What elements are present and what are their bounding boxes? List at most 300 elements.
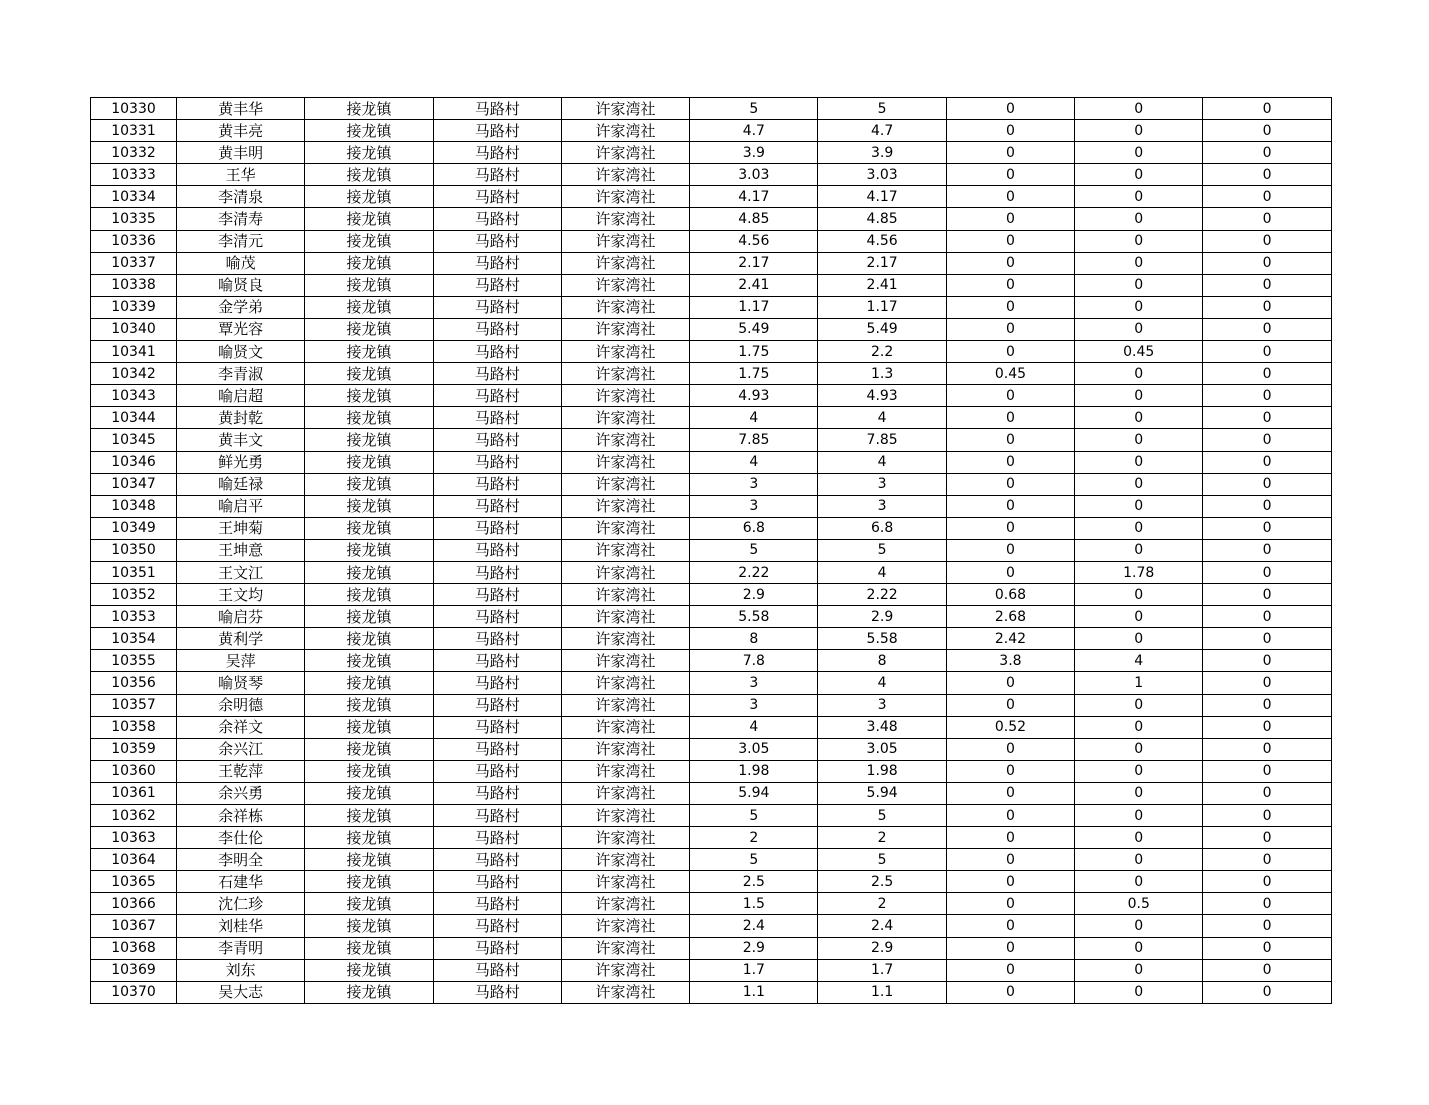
cell-value-2: 5 (818, 849, 946, 871)
cell-name: 王乾萍 (177, 760, 305, 782)
cell-value-2: 4.85 (818, 208, 946, 230)
cell-value-3: 0 (946, 539, 1074, 561)
table-row (91, 738, 1332, 760)
cell-id: 10362 (91, 805, 177, 827)
cell-value-3: 0 (946, 473, 1074, 495)
cell-value-1: 5 (690, 539, 818, 561)
cell-name: 喻贤琴 (177, 672, 305, 694)
cell-group: 许家湾社 (561, 120, 689, 142)
cell-town: 接龙镇 (305, 186, 433, 208)
table-row (91, 849, 1332, 871)
cell-group: 许家湾社 (561, 827, 689, 849)
cell-value-5: 0 (1203, 871, 1331, 893)
cell-name: 金学弟 (177, 296, 305, 318)
cell-town: 接龙镇 (305, 584, 433, 606)
cell-town: 接龙镇 (305, 628, 433, 650)
cell-value-2: 2 (818, 827, 946, 849)
cell-value-3: 0 (946, 186, 1074, 208)
table-row (91, 142, 1332, 164)
cell-value-1: 1.5 (690, 893, 818, 915)
cell-value-4: 0 (1075, 274, 1203, 296)
table-row (91, 782, 1332, 804)
cell-value-2: 1.7 (818, 959, 946, 981)
cell-name: 李清泉 (177, 186, 305, 208)
cell-value-5: 0 (1203, 208, 1331, 230)
cell-group: 许家湾社 (561, 473, 689, 495)
table-row (91, 650, 1332, 672)
cell-value-1: 4 (690, 716, 818, 738)
cell-name: 刘东 (177, 959, 305, 981)
cell-value-1: 8 (690, 628, 818, 650)
cell-value-5: 0 (1203, 782, 1331, 804)
cell-village: 马路村 (433, 937, 561, 959)
cell-name: 喻茂 (177, 252, 305, 274)
cell-group: 许家湾社 (561, 760, 689, 782)
cell-group: 许家湾社 (561, 98, 689, 120)
cell-value-2: 4 (818, 407, 946, 429)
cell-name: 余明德 (177, 694, 305, 716)
cell-group: 许家湾社 (561, 429, 689, 451)
cell-name: 王坤意 (177, 539, 305, 561)
cell-id: 10344 (91, 407, 177, 429)
cell-value-2: 4.93 (818, 385, 946, 407)
cell-value-5: 0 (1203, 473, 1331, 495)
cell-value-4: 0 (1075, 805, 1203, 827)
cell-village: 马路村 (433, 782, 561, 804)
cell-village: 马路村 (433, 120, 561, 142)
cell-value-5: 0 (1203, 561, 1331, 583)
cell-value-3: 0 (946, 252, 1074, 274)
cell-village: 马路村 (433, 142, 561, 164)
cell-value-5: 0 (1203, 341, 1331, 363)
cell-village: 马路村 (433, 385, 561, 407)
cell-value-4: 0 (1075, 186, 1203, 208)
cell-town: 接龙镇 (305, 893, 433, 915)
cell-value-3: 0.45 (946, 363, 1074, 385)
cell-village: 马路村 (433, 517, 561, 539)
cell-value-3: 0 (946, 561, 1074, 583)
cell-name: 黄利学 (177, 628, 305, 650)
cell-value-3: 2.42 (946, 628, 1074, 650)
cell-value-1: 2.41 (690, 274, 818, 296)
cell-id: 10355 (91, 650, 177, 672)
table-row (91, 296, 1332, 318)
cell-town: 接龙镇 (305, 230, 433, 252)
cell-value-3: 0 (946, 672, 1074, 694)
cell-value-2: 2.22 (818, 584, 946, 606)
cell-value-5: 0 (1203, 849, 1331, 871)
cell-name: 刘桂华 (177, 915, 305, 937)
cell-value-3: 0 (946, 164, 1074, 186)
cell-town: 接龙镇 (305, 98, 433, 120)
table-row (91, 495, 1332, 517)
cell-name: 黄丰华 (177, 98, 305, 120)
cell-value-4: 0 (1075, 451, 1203, 473)
table-row (91, 230, 1332, 252)
cell-town: 接龙镇 (305, 981, 433, 1003)
cell-name: 吴大志 (177, 981, 305, 1003)
cell-town: 接龙镇 (305, 385, 433, 407)
table-row (91, 561, 1332, 583)
cell-village: 马路村 (433, 341, 561, 363)
cell-value-3: 0 (946, 937, 1074, 959)
table-row (91, 407, 1332, 429)
table-row (91, 915, 1332, 937)
cell-value-3: 0 (946, 805, 1074, 827)
cell-name: 李青明 (177, 937, 305, 959)
cell-town: 接龙镇 (305, 495, 433, 517)
cell-village: 马路村 (433, 672, 561, 694)
cell-village: 马路村 (433, 429, 561, 451)
cell-value-1: 5 (690, 805, 818, 827)
cell-village: 马路村 (433, 915, 561, 937)
table-row (91, 805, 1332, 827)
cell-village: 马路村 (433, 318, 561, 340)
cell-value-2: 3.48 (818, 716, 946, 738)
cell-value-4: 1 (1075, 672, 1203, 694)
cell-group: 许家湾社 (561, 451, 689, 473)
cell-group: 许家湾社 (561, 539, 689, 561)
cell-town: 接龙镇 (305, 517, 433, 539)
cell-value-3: 3.8 (946, 650, 1074, 672)
cell-value-5: 0 (1203, 959, 1331, 981)
cell-value-5: 0 (1203, 915, 1331, 937)
cell-value-1: 4.56 (690, 230, 818, 252)
cell-value-2: 5 (818, 805, 946, 827)
table-row (91, 628, 1332, 650)
cell-value-4: 0 (1075, 385, 1203, 407)
cell-village: 马路村 (433, 539, 561, 561)
cell-group: 许家湾社 (561, 650, 689, 672)
cell-village: 马路村 (433, 407, 561, 429)
cell-village: 马路村 (433, 164, 561, 186)
cell-village: 马路村 (433, 650, 561, 672)
cell-value-5: 0 (1203, 230, 1331, 252)
cell-value-4: 0 (1075, 429, 1203, 451)
cell-town: 接龙镇 (305, 120, 433, 142)
cell-id: 10360 (91, 760, 177, 782)
cell-town: 接龙镇 (305, 429, 433, 451)
cell-group: 许家湾社 (561, 252, 689, 274)
cell-name: 李仕伦 (177, 827, 305, 849)
cell-id: 10351 (91, 561, 177, 583)
cell-town: 接龙镇 (305, 407, 433, 429)
cell-value-2: 5 (818, 98, 946, 120)
cell-value-3: 0 (946, 407, 1074, 429)
cell-id: 10337 (91, 252, 177, 274)
table-row (91, 274, 1332, 296)
cell-village: 马路村 (433, 230, 561, 252)
cell-value-4: 0 (1075, 606, 1203, 628)
cell-value-3: 0 (946, 451, 1074, 473)
cell-value-5: 0 (1203, 296, 1331, 318)
cell-value-5: 0 (1203, 186, 1331, 208)
cell-village: 马路村 (433, 473, 561, 495)
cell-group: 许家湾社 (561, 385, 689, 407)
cell-value-3: 0 (946, 782, 1074, 804)
cell-value-5: 0 (1203, 672, 1331, 694)
cell-group: 许家湾社 (561, 230, 689, 252)
table-row (91, 937, 1332, 959)
cell-value-3: 0 (946, 849, 1074, 871)
cell-value-5: 0 (1203, 274, 1331, 296)
cell-value-3: 0 (946, 760, 1074, 782)
cell-name: 李明全 (177, 849, 305, 871)
cell-value-2: 4 (818, 672, 946, 694)
cell-id: 10340 (91, 318, 177, 340)
cell-group: 许家湾社 (561, 782, 689, 804)
cell-value-4: 0 (1075, 539, 1203, 561)
cell-town: 接龙镇 (305, 871, 433, 893)
cell-value-1: 2.17 (690, 252, 818, 274)
table-row (91, 981, 1332, 1003)
cell-name: 李青淑 (177, 363, 305, 385)
cell-group: 许家湾社 (561, 142, 689, 164)
cell-value-3: 0 (946, 142, 1074, 164)
cell-value-4: 0 (1075, 363, 1203, 385)
cell-value-5: 0 (1203, 827, 1331, 849)
cell-group: 许家湾社 (561, 716, 689, 738)
cell-value-1: 2.9 (690, 584, 818, 606)
cell-town: 接龙镇 (305, 694, 433, 716)
cell-village: 马路村 (433, 98, 561, 120)
cell-value-4: 0 (1075, 827, 1203, 849)
cell-value-2: 2.5 (818, 871, 946, 893)
cell-value-1: 7.8 (690, 650, 818, 672)
cell-value-4: 0 (1075, 98, 1203, 120)
cell-village: 马路村 (433, 451, 561, 473)
cell-village: 马路村 (433, 208, 561, 230)
cell-town: 接龙镇 (305, 650, 433, 672)
cell-value-1: 1.75 (690, 363, 818, 385)
cell-value-2: 5.49 (818, 318, 946, 340)
cell-name: 喻启芬 (177, 606, 305, 628)
cell-village: 马路村 (433, 584, 561, 606)
cell-value-5: 0 (1203, 628, 1331, 650)
table-row (91, 716, 1332, 738)
cell-id: 10342 (91, 363, 177, 385)
cell-value-4: 0 (1075, 959, 1203, 981)
cell-id: 10352 (91, 584, 177, 606)
cell-village: 马路村 (433, 274, 561, 296)
cell-value-5: 0 (1203, 805, 1331, 827)
cell-town: 接龙镇 (305, 142, 433, 164)
cell-name: 喻启平 (177, 495, 305, 517)
table-row (91, 539, 1332, 561)
cell-id: 10369 (91, 959, 177, 981)
table-row (91, 893, 1332, 915)
cell-group: 许家湾社 (561, 805, 689, 827)
cell-town: 接龙镇 (305, 208, 433, 230)
cell-value-5: 0 (1203, 451, 1331, 473)
cell-value-1: 7.85 (690, 429, 818, 451)
cell-town: 接龙镇 (305, 738, 433, 760)
cell-value-4: 0 (1075, 849, 1203, 871)
cell-value-5: 0 (1203, 495, 1331, 517)
cell-value-4: 0 (1075, 981, 1203, 1003)
cell-id: 10349 (91, 517, 177, 539)
cell-value-4: 0 (1075, 694, 1203, 716)
cell-value-4: 0 (1075, 716, 1203, 738)
cell-value-5: 0 (1203, 738, 1331, 760)
cell-village: 马路村 (433, 760, 561, 782)
cell-id: 10361 (91, 782, 177, 804)
cell-town: 接龙镇 (305, 318, 433, 340)
cell-value-5: 0 (1203, 937, 1331, 959)
cell-value-3: 0 (946, 120, 1074, 142)
cell-value-3: 0 (946, 296, 1074, 318)
cell-group: 许家湾社 (561, 959, 689, 981)
cell-town: 接龙镇 (305, 341, 433, 363)
cell-id: 10332 (91, 142, 177, 164)
cell-town: 接龙镇 (305, 959, 433, 981)
cell-group: 许家湾社 (561, 164, 689, 186)
cell-value-1: 3.03 (690, 164, 818, 186)
table-row (91, 672, 1332, 694)
cell-value-3: 0 (946, 959, 1074, 981)
cell-name: 覃光容 (177, 318, 305, 340)
cell-town: 接龙镇 (305, 805, 433, 827)
cell-value-2: 3.03 (818, 164, 946, 186)
cell-value-3: 0 (946, 495, 1074, 517)
cell-id: 10363 (91, 827, 177, 849)
cell-value-3: 0 (946, 694, 1074, 716)
cell-value-4: 0 (1075, 495, 1203, 517)
cell-id: 10353 (91, 606, 177, 628)
cell-id: 10341 (91, 341, 177, 363)
cell-group: 许家湾社 (561, 296, 689, 318)
cell-value-4: 0 (1075, 782, 1203, 804)
cell-value-3: 0 (946, 318, 1074, 340)
cell-id: 10367 (91, 915, 177, 937)
cell-village: 马路村 (433, 252, 561, 274)
table-row (91, 871, 1332, 893)
cell-value-2: 4.56 (818, 230, 946, 252)
cell-group: 许家湾社 (561, 606, 689, 628)
cell-village: 马路村 (433, 805, 561, 827)
table-row (91, 98, 1332, 120)
cell-value-3: 0.52 (946, 716, 1074, 738)
cell-group: 许家湾社 (561, 318, 689, 340)
cell-value-4: 0 (1075, 760, 1203, 782)
cell-village: 马路村 (433, 296, 561, 318)
cell-value-5: 0 (1203, 252, 1331, 274)
cell-group: 许家湾社 (561, 363, 689, 385)
cell-id: 10336 (91, 230, 177, 252)
table-row (91, 120, 1332, 142)
cell-value-3: 0 (946, 738, 1074, 760)
cell-value-4: 0 (1075, 407, 1203, 429)
cell-value-3: 0 (946, 274, 1074, 296)
table-row (91, 584, 1332, 606)
cell-name: 石建华 (177, 871, 305, 893)
table-row (91, 827, 1332, 849)
cell-value-5: 0 (1203, 363, 1331, 385)
cell-town: 接龙镇 (305, 915, 433, 937)
cell-id: 10335 (91, 208, 177, 230)
cell-value-5: 0 (1203, 407, 1331, 429)
cell-value-2: 2.2 (818, 341, 946, 363)
cell-group: 许家湾社 (561, 628, 689, 650)
cell-group: 许家湾社 (561, 871, 689, 893)
cell-town: 接龙镇 (305, 849, 433, 871)
table-row (91, 186, 1332, 208)
cell-town: 接龙镇 (305, 451, 433, 473)
cell-value-1: 1.98 (690, 760, 818, 782)
cell-value-1: 5.58 (690, 606, 818, 628)
cell-value-2: 1.1 (818, 981, 946, 1003)
cell-name: 余祥栋 (177, 805, 305, 827)
cell-value-1: 1.7 (690, 959, 818, 981)
cell-value-5: 0 (1203, 893, 1331, 915)
cell-value-2: 4 (818, 561, 946, 583)
cell-id: 10364 (91, 849, 177, 871)
cell-value-4: 0 (1075, 252, 1203, 274)
cell-value-1: 1.1 (690, 981, 818, 1003)
cell-group: 许家湾社 (561, 407, 689, 429)
table-row (91, 164, 1332, 186)
cell-id: 10346 (91, 451, 177, 473)
cell-value-5: 0 (1203, 164, 1331, 186)
cell-name: 喻廷禄 (177, 473, 305, 495)
table-row (91, 252, 1332, 274)
cell-value-2: 2 (818, 893, 946, 915)
cell-value-4: 0 (1075, 142, 1203, 164)
cell-value-2: 1.17 (818, 296, 946, 318)
cell-id: 10333 (91, 164, 177, 186)
cell-id: 10345 (91, 429, 177, 451)
cell-group: 许家湾社 (561, 517, 689, 539)
cell-town: 接龙镇 (305, 296, 433, 318)
cell-value-2: 2.41 (818, 274, 946, 296)
cell-value-4: 0 (1075, 628, 1203, 650)
cell-value-2: 4.17 (818, 186, 946, 208)
cell-value-5: 0 (1203, 539, 1331, 561)
cell-value-2: 2.9 (818, 937, 946, 959)
cell-value-1: 2.9 (690, 937, 818, 959)
cell-town: 接龙镇 (305, 274, 433, 296)
cell-id: 10354 (91, 628, 177, 650)
cell-value-2: 3.9 (818, 142, 946, 164)
cell-town: 接龙镇 (305, 672, 433, 694)
table-row (91, 606, 1332, 628)
table-row (91, 429, 1332, 451)
cell-value-5: 0 (1203, 606, 1331, 628)
cell-group: 许家湾社 (561, 937, 689, 959)
cell-name: 黄封乾 (177, 407, 305, 429)
cell-id: 10334 (91, 186, 177, 208)
cell-value-5: 0 (1203, 318, 1331, 340)
cell-value-2: 6.8 (818, 517, 946, 539)
cell-name: 吴萍 (177, 650, 305, 672)
cell-id: 10330 (91, 98, 177, 120)
cell-value-5: 0 (1203, 760, 1331, 782)
cell-value-3: 2.68 (946, 606, 1074, 628)
cell-value-4: 0 (1075, 230, 1203, 252)
table-row (91, 385, 1332, 407)
cell-value-2: 2.4 (818, 915, 946, 937)
table-row (91, 208, 1332, 230)
cell-id: 10370 (91, 981, 177, 1003)
cell-group: 许家湾社 (561, 694, 689, 716)
cell-value-5: 0 (1203, 517, 1331, 539)
table-row (91, 318, 1332, 340)
cell-value-3: 0.68 (946, 584, 1074, 606)
cell-id: 10350 (91, 539, 177, 561)
cell-value-2: 8 (818, 650, 946, 672)
cell-group: 许家湾社 (561, 738, 689, 760)
table-row (91, 760, 1332, 782)
